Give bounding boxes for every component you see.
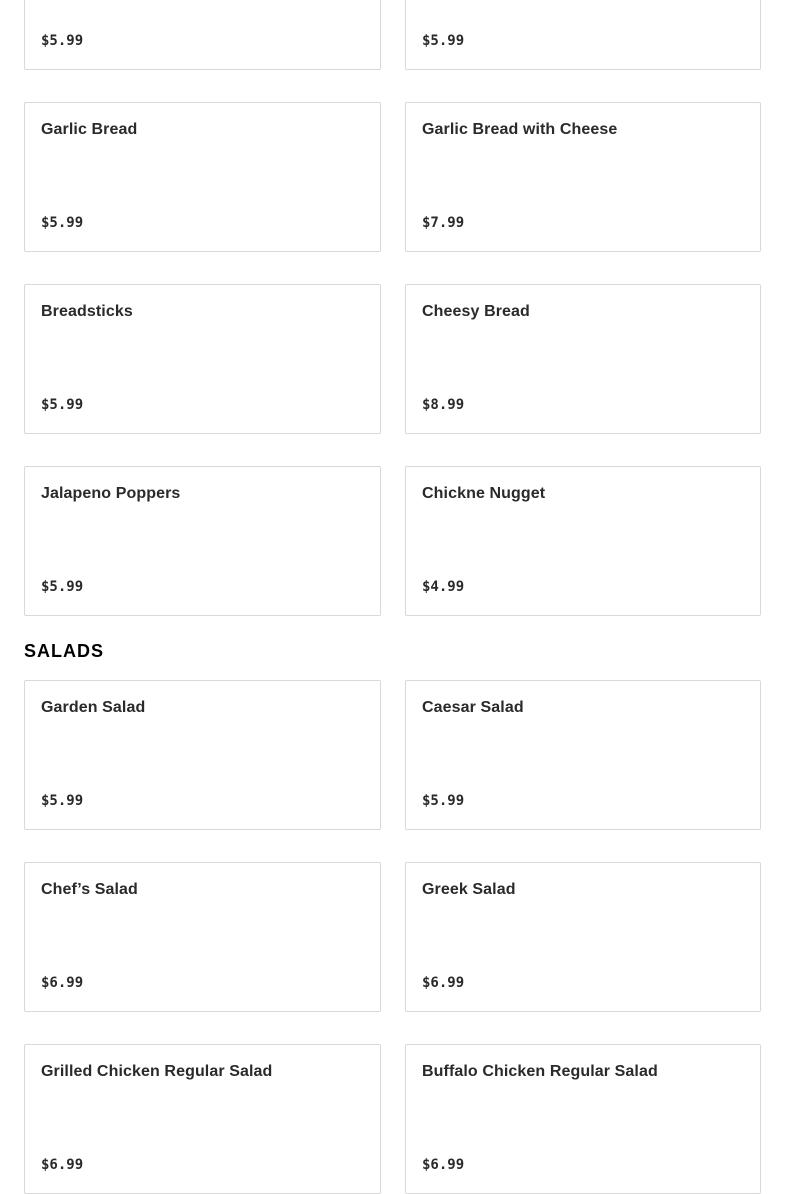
item-price: $6.99 xyxy=(41,975,84,991)
item-price: $5.99 xyxy=(41,579,84,595)
item-name: Garden Salad xyxy=(41,699,146,716)
menu-item-card[interactable] xyxy=(405,102,761,252)
menu-item-card[interactable] xyxy=(405,862,761,1012)
item-name: Greek Salad xyxy=(422,881,516,898)
item-name: Grilled Chicken Regular Salad xyxy=(41,1063,273,1080)
menu-item-card[interactable] xyxy=(405,680,761,830)
menu-item-card[interactable] xyxy=(24,0,381,70)
item-price: $8.99 xyxy=(422,397,465,413)
item-price: $5.99 xyxy=(422,33,465,49)
menu-item-card[interactable] xyxy=(405,466,761,616)
menu-item-card[interactable] xyxy=(24,466,381,616)
section-title-salads: SALADS xyxy=(24,641,105,661)
menu-item-card[interactable] xyxy=(24,1044,381,1194)
item-name: Garlic Bread xyxy=(41,121,138,138)
item-name: Jalapeno Poppers xyxy=(41,485,181,502)
menu-item-card[interactable] xyxy=(24,284,381,434)
menu-item-card[interactable] xyxy=(24,680,381,830)
menu-item-card[interactable] xyxy=(405,1044,761,1194)
item-name: Garlic Bread with Cheese xyxy=(422,121,618,138)
menu-item-card[interactable] xyxy=(24,102,381,252)
item-price: $4.99 xyxy=(422,579,465,595)
item-price: $6.99 xyxy=(422,975,465,991)
item-price: $5.99 xyxy=(41,793,84,809)
item-name: Caesar Salad xyxy=(422,699,524,716)
menu-item-card[interactable] xyxy=(405,284,761,434)
item-price: $6.99 xyxy=(41,1157,84,1173)
item-price: $6.99 xyxy=(422,1157,465,1173)
item-price: $5.99 xyxy=(422,793,465,809)
menu-item-card[interactable] xyxy=(24,862,381,1012)
item-name: Buffalo Chicken Regular Salad xyxy=(422,1063,658,1080)
item-price: $5.99 xyxy=(41,33,84,49)
item-name: Chickne Nugget xyxy=(422,485,546,502)
item-name: Chef’s Salad xyxy=(41,881,138,898)
item-name: Cheesy Bread xyxy=(422,303,530,320)
item-price: $5.99 xyxy=(41,397,84,413)
item-price: $5.99 xyxy=(41,215,84,231)
item-price: $7.99 xyxy=(422,215,465,231)
item-name: Breadsticks xyxy=(41,303,133,320)
menu-item-card[interactable] xyxy=(405,0,761,70)
